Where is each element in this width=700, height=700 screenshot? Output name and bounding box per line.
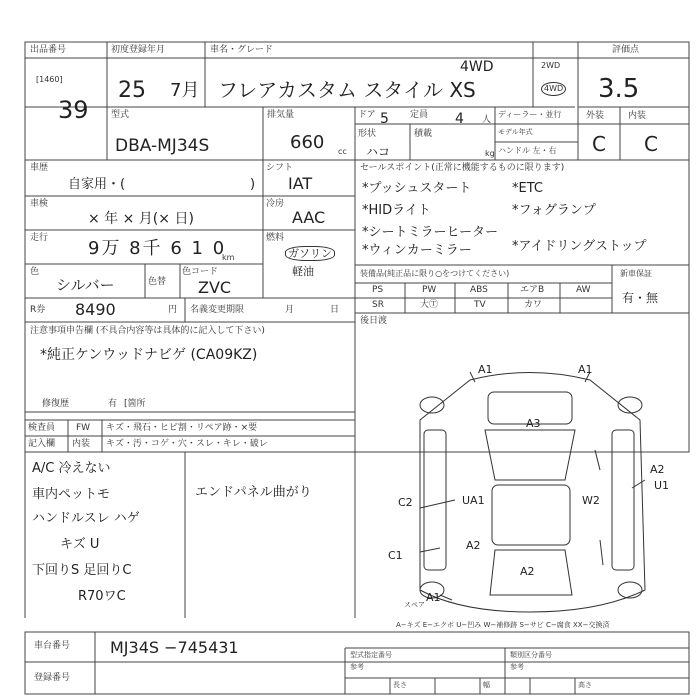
shape-value: ハコ bbox=[366, 145, 391, 159]
remark-line: ハンドルスレ ハゲ bbox=[32, 511, 140, 526]
remark-right-note: エンドパネル曲がり bbox=[195, 485, 312, 500]
color-code-label: 色コード bbox=[182, 267, 219, 277]
handle-label: ハンドル 左・右 bbox=[498, 146, 557, 155]
model-value: DBA-MJ34S bbox=[115, 136, 210, 156]
int-grade: C bbox=[644, 132, 658, 156]
sales-point-item: *フォグランプ bbox=[512, 203, 596, 218]
sales-point-item: *ETC bbox=[512, 181, 543, 196]
color-label: 色 bbox=[30, 267, 40, 277]
height-label: 高さ bbox=[578, 681, 592, 689]
equip-ps: PS bbox=[372, 285, 384, 295]
inspection-value: × 年 × 月(× 日) bbox=[88, 211, 194, 227]
lot-number: 39 bbox=[58, 96, 89, 124]
usage-value: 自家用・( bbox=[68, 177, 126, 192]
first-reg-label: 初度登録年月 bbox=[111, 45, 166, 55]
damage-mark: A1 bbox=[426, 591, 441, 604]
ac-label: 冷房 bbox=[266, 199, 285, 209]
shift-label: シフト bbox=[266, 163, 294, 173]
damage-mark: A2 bbox=[466, 539, 481, 552]
width-label: 幅 bbox=[483, 681, 490, 689]
color-code-value: ZVC bbox=[198, 278, 232, 297]
fuel-diesel: 軽油 bbox=[292, 265, 314, 278]
equip-large-tv: 大Ⓣ bbox=[420, 300, 439, 310]
mileage-label: 走行 bbox=[30, 233, 49, 243]
grade-label: 評価点 bbox=[612, 45, 640, 55]
color-value: シルバー bbox=[56, 276, 115, 294]
recycle-label: R券 bbox=[30, 305, 46, 315]
first-reg-month: 7月 bbox=[170, 80, 200, 101]
damage-mark: A1 bbox=[578, 363, 593, 376]
fuel-label: 燃料 bbox=[266, 233, 285, 243]
damage-legend: A−キズ E−エクボ U−凹み W−補修跡 S−サビ C−腐食 XX−交換済 bbox=[396, 621, 610, 629]
damage-mark: A2 bbox=[520, 565, 535, 578]
lot-code: [1460] bbox=[36, 75, 63, 84]
type-cert-ref: 参考 bbox=[350, 663, 364, 671]
capacity-unit: 人 bbox=[482, 115, 492, 125]
class-ref: 参考 bbox=[510, 663, 524, 671]
ext-label: 外装 bbox=[586, 111, 605, 121]
car-name-label: 車名・グレード bbox=[210, 45, 274, 55]
damage-mark: C2 bbox=[398, 496, 413, 509]
equip-leather: カワ bbox=[524, 300, 543, 310]
notes-text: *純正ケンウッドナビゲ (CA09KZ) bbox=[40, 347, 258, 363]
int-check-items: キズ・汚・コゲ・穴・スレ・キレ・破レ bbox=[106, 439, 268, 449]
repair-place: [箇所 bbox=[124, 399, 146, 409]
car-name: フレアカスタム スタイル XS bbox=[218, 78, 476, 102]
damage-mark: A2 bbox=[650, 463, 665, 476]
displacement-value: 660 bbox=[290, 132, 325, 153]
chassis-label: 車台番号 bbox=[34, 641, 71, 651]
shape-label: 形状 bbox=[358, 129, 377, 139]
sales-point-item: *ウィンカーミラー bbox=[362, 243, 472, 258]
grade-value: 3.5 bbox=[598, 74, 640, 104]
doors-value: 5 bbox=[380, 111, 389, 127]
damage-mark: A3 bbox=[526, 417, 541, 430]
inspection-label: 車検 bbox=[30, 199, 49, 209]
load-unit: kg bbox=[485, 149, 495, 158]
drive-2wd: 2WD bbox=[541, 61, 561, 70]
equip-sr: SR bbox=[372, 300, 384, 310]
equip-pw: PW bbox=[422, 285, 437, 295]
load-label: 積載 bbox=[414, 129, 433, 139]
sales-points-label: セールスポイント(正常に機能するものに限ります) bbox=[360, 163, 565, 173]
sales-point-item: *HIDライト bbox=[362, 203, 431, 218]
capacity-label: 定員 bbox=[410, 110, 429, 120]
recycle-unit: 円 bbox=[168, 305, 178, 315]
plate-expiry-month: 月 bbox=[285, 305, 295, 315]
remark-line: 車内ペットモ bbox=[32, 487, 111, 502]
ac-value: AAC bbox=[292, 208, 326, 227]
equip-aw: AW bbox=[576, 285, 591, 295]
damage-mark: UA1 bbox=[462, 494, 485, 507]
equip-airbag: エアB bbox=[520, 285, 545, 295]
reg-label: 登録番号 bbox=[34, 673, 71, 683]
equip-abs: ABS bbox=[470, 285, 488, 295]
mileage-unit: km bbox=[222, 253, 235, 262]
remark-line: キズ U bbox=[60, 537, 100, 552]
drive-4wd: 4WD bbox=[541, 82, 566, 96]
int-label: 内装 bbox=[628, 111, 647, 121]
remark-line: A/C 冷えない bbox=[32, 461, 111, 476]
model-year-label: モデル年式 bbox=[498, 128, 533, 136]
fw-label: FW bbox=[76, 423, 91, 433]
lot-label: 出品番号 bbox=[30, 45, 67, 55]
dealer-label: ディーラー・並行 bbox=[498, 110, 562, 119]
doors-label: ドア bbox=[358, 110, 376, 120]
damage-mark: C1 bbox=[388, 549, 403, 562]
notes-label: 注意事項申告欄 (不具合内容等は具体的に記入して下さい) bbox=[30, 326, 265, 336]
paint-label: 色替 bbox=[148, 277, 167, 287]
int-check-label: 内装 bbox=[72, 439, 91, 449]
ext-grade: C bbox=[592, 132, 606, 156]
drive-note: 4WD bbox=[460, 59, 494, 75]
mileage-value: 9万 8千 6 1 0 bbox=[88, 238, 227, 259]
equipment-label: 装備品(純正品に限り○をつけてください) bbox=[360, 269, 510, 278]
inspector-label-1: 検査員 bbox=[28, 423, 56, 433]
fw-items: キズ・飛石・ヒビ割・リペア跡・×要 bbox=[106, 423, 258, 433]
length-label: 長さ bbox=[393, 681, 407, 689]
sales-point-item: *アイドリングストップ bbox=[512, 239, 647, 254]
windshield-outline bbox=[485, 430, 575, 480]
repair-label: 修復歴 bbox=[42, 399, 70, 409]
roof-outline bbox=[492, 485, 570, 545]
inspector-label-2: 記入欄 bbox=[28, 439, 56, 449]
first-reg-year: 25 bbox=[118, 78, 146, 103]
plate-expiry-day: 日 bbox=[330, 305, 340, 315]
rear-seat-label: 後日渡 bbox=[360, 316, 388, 326]
spare-label: スペア bbox=[404, 601, 425, 609]
new-car-warranty-label: 新車保証 bbox=[620, 269, 652, 278]
displacement-label: 排気量 bbox=[267, 110, 295, 120]
sales-point-item: *プッシュスタート bbox=[362, 181, 472, 196]
remark-line: 下回りS 足回りC bbox=[32, 563, 132, 578]
recycle-value: 8490 bbox=[75, 300, 116, 319]
usage-close: ) bbox=[250, 177, 256, 192]
sales-point-item: *シートミラーヒーター bbox=[362, 225, 498, 240]
damage-mark: U1 bbox=[654, 479, 670, 492]
right-side-outline bbox=[612, 430, 634, 570]
class-label: 類別区分番号 bbox=[510, 651, 552, 659]
shift-value: IAT bbox=[288, 174, 313, 193]
displacement-unit: cc bbox=[338, 147, 347, 156]
capacity-value: 4 bbox=[455, 111, 464, 127]
plate-expiry-label: 名義変更期限 bbox=[190, 305, 245, 315]
model-label: 型式 bbox=[111, 110, 130, 120]
rear-right-wheel bbox=[618, 582, 642, 598]
damage-mark: A1 bbox=[478, 363, 493, 376]
remark-line: R70ワC bbox=[78, 589, 126, 604]
new-car-warranty-value: 有・無 bbox=[622, 291, 659, 305]
usage-label: 車歴 bbox=[30, 163, 49, 173]
type-cert-label: 型式指定番号 bbox=[350, 651, 392, 659]
damage-mark: W2 bbox=[582, 494, 600, 507]
chassis-value: MJ34S −745431 bbox=[110, 638, 239, 657]
fuel-gasoline: ガソリン bbox=[285, 246, 335, 261]
equip-tv: TV bbox=[474, 300, 486, 310]
repair-value: 有 bbox=[108, 399, 118, 409]
